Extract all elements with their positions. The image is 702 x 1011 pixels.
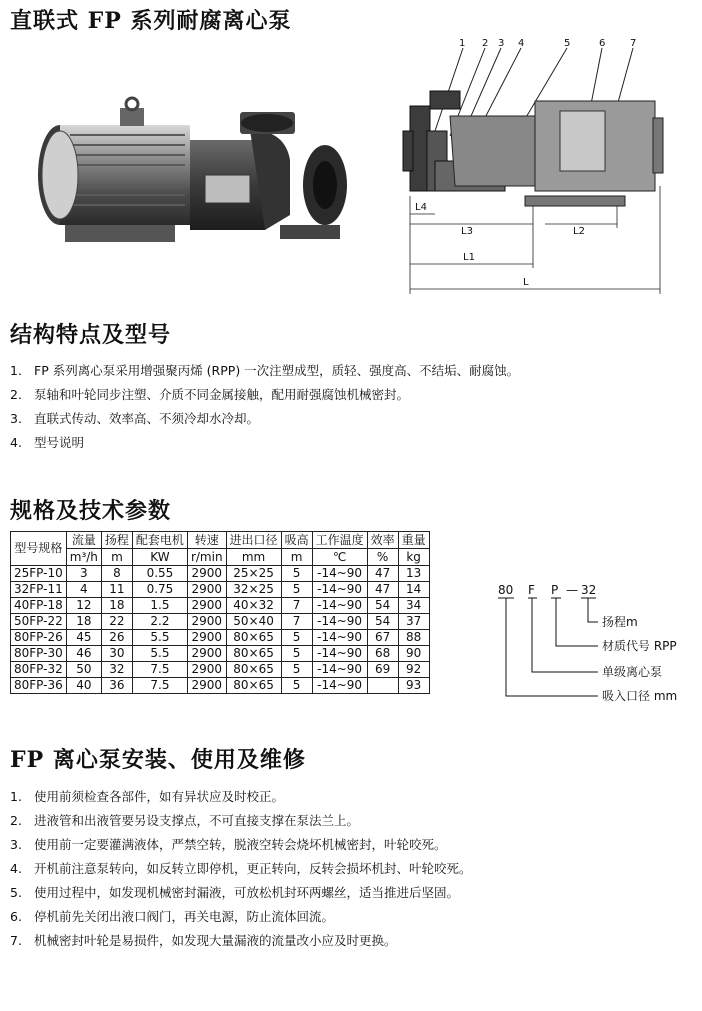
dim-l1: L1 xyxy=(463,252,475,263)
table-cell: 67 xyxy=(367,630,398,646)
table-cell: 5 xyxy=(281,630,312,646)
table-cell: 3 xyxy=(66,566,101,582)
list-item: 6. 停机前先关闭出液口阀门，再关电源，防止流体回流。 xyxy=(10,909,335,924)
table-cell: 14 xyxy=(398,582,429,598)
table-cell: 4 xyxy=(66,582,101,598)
unit-cell: kg xyxy=(398,549,429,566)
table-cell: 2900 xyxy=(187,646,226,662)
part-7: 7 xyxy=(630,38,637,49)
part-4: 4 xyxy=(518,38,525,49)
table-cell: 69 xyxy=(367,662,398,678)
list-item: 3. 使用前一定要灌满液体，严禁空转，脱液空转会烧坏机械密封，叶轮咬死。 xyxy=(10,837,447,852)
table-cell: 36 xyxy=(101,678,132,694)
table-cell: 2900 xyxy=(187,678,226,694)
table-cell: 80FP-26 xyxy=(11,630,67,646)
table-cell: 40 xyxy=(66,678,101,694)
header-cell: 重量 xyxy=(398,532,429,549)
dim-l4: L4 xyxy=(415,202,427,213)
label-head: 扬程m xyxy=(602,615,638,629)
list-item: 1. FP 系列离心泵采用增强聚丙烯 (RPP) 一次注塑成型，质轻、强度高、不结垢、耐腐蚀。 xyxy=(10,363,520,378)
table-cell: 88 xyxy=(398,630,429,646)
part-1: 1 xyxy=(459,38,466,49)
unit-cell: r/min xyxy=(187,549,226,566)
table-cell: 0.55 xyxy=(132,566,187,582)
table-cell: 13 xyxy=(398,566,429,582)
unit-cell: m xyxy=(101,549,132,566)
table-header-row xyxy=(11,549,430,566)
table-cell: -14~90 xyxy=(312,566,367,582)
table-cell: 92 xyxy=(398,662,429,678)
table-cell: 5.5 xyxy=(132,630,187,646)
dim-l3: L3 xyxy=(461,226,473,237)
table-row xyxy=(11,630,430,646)
table-cell: 1.5 xyxy=(132,598,187,614)
dim-l: L xyxy=(523,277,529,288)
header-cell: 扬程 xyxy=(101,532,132,549)
table-header-row xyxy=(11,532,430,549)
table-cell: 40×32 xyxy=(226,598,281,614)
code-head: 32 xyxy=(581,583,597,597)
table-cell: 46 xyxy=(66,646,101,662)
structure-heading: 结构特点及型号 xyxy=(10,322,172,348)
header-cell: 效率 xyxy=(367,532,398,549)
table-cell: 7.5 xyxy=(132,678,187,694)
label-single-stage: 单级离心泵 xyxy=(602,665,663,679)
table-cell: 47 xyxy=(367,582,398,598)
table-cell: 93 xyxy=(398,678,429,694)
table-cell: -14~90 xyxy=(312,598,367,614)
part-6: 6 xyxy=(599,38,606,49)
table-cell: 54 xyxy=(367,598,398,614)
header-cell: 配套电机 xyxy=(132,532,187,549)
header-cell: 工作温度 xyxy=(312,532,367,549)
code-material: F xyxy=(528,583,535,597)
header-cell: 流量 xyxy=(66,532,101,549)
table-cell: 5 xyxy=(281,582,312,598)
table-cell: 5 xyxy=(281,662,312,678)
table-cell: 7.5 xyxy=(132,662,187,678)
table-cell: 80×65 xyxy=(226,662,281,678)
install-heading: FP 离心泵安装、使用及维修 xyxy=(10,747,306,773)
dimension-drawing xyxy=(395,36,695,301)
table-cell: 0.75 xyxy=(132,582,187,598)
list-item: 2. 进液管和出液管要另设支撑点，不可直接支撑在泵法兰上。 xyxy=(10,813,360,828)
table-cell: 68 xyxy=(367,646,398,662)
table-cell: 7 xyxy=(281,614,312,630)
table-cell: 11 xyxy=(101,582,132,598)
table-cell: 5 xyxy=(281,646,312,662)
table-cell: -14~90 xyxy=(312,662,367,678)
table-cell: 30 xyxy=(101,646,132,662)
table-row xyxy=(11,662,430,678)
table-cell: -14~90 xyxy=(312,646,367,662)
table-cell: 18 xyxy=(101,598,132,614)
unit-cell: m³/h xyxy=(66,549,101,566)
part-5: 5 xyxy=(564,38,571,49)
structure-list xyxy=(10,359,519,455)
table-cell: 2900 xyxy=(187,582,226,598)
table-cell xyxy=(367,678,398,694)
table-cell: -14~90 xyxy=(312,678,367,694)
spec-table xyxy=(10,531,430,694)
table-cell: 80×65 xyxy=(226,630,281,646)
table-cell: -14~90 xyxy=(312,630,367,646)
table-cell: 7 xyxy=(281,598,312,614)
header-cell: 进出口径 xyxy=(226,532,281,549)
table-cell: 2900 xyxy=(187,614,226,630)
table-cell: 2900 xyxy=(187,566,226,582)
table-cell: 2.2 xyxy=(132,614,187,630)
table-cell: 2900 xyxy=(187,662,226,678)
part-2: 2 xyxy=(482,38,489,49)
table-cell: 80FP-36 xyxy=(11,678,67,694)
table-cell: 50×40 xyxy=(226,614,281,630)
code-diameter: 80 xyxy=(498,583,514,597)
unit-cell: KW xyxy=(132,549,187,566)
table-cell: 90 xyxy=(398,646,429,662)
header-cell: 转速 xyxy=(187,532,226,549)
part-3: 3 xyxy=(498,38,505,49)
table-cell: 80FP-32 xyxy=(11,662,67,678)
list-item: 7. 机械密封叶轮是易损件，如发现大量漏液的流量改小应及时更换。 xyxy=(10,933,397,948)
table-row xyxy=(11,566,430,582)
list-item: 2. 泵轴和叶轮同步注塑、介质不同金属接触，配用耐强腐蚀机械密封。 xyxy=(10,387,410,402)
table-cell: 12 xyxy=(66,598,101,614)
list-item: 5. 使用过程中，如发现机械密封漏液，可放松机封环两螺丝，适当推进后坚固。 xyxy=(10,885,460,900)
unit-cell: m xyxy=(281,549,312,566)
code-dash: — xyxy=(566,583,578,597)
table-cell: 50FP-22 xyxy=(11,614,67,630)
unit-cell: % xyxy=(367,549,398,566)
list-item: 4. 开机前注意泵转向，如反转立即停机，更正转向，反转会损坏机封、叶轮咬死。 xyxy=(10,861,472,876)
spec-heading: 规格及技术参数 xyxy=(10,498,172,524)
pump-photo xyxy=(25,90,375,260)
table-cell: 80FP-30 xyxy=(11,646,67,662)
table-cell: 2900 xyxy=(187,598,226,614)
table-cell: 32 xyxy=(101,662,132,678)
table-cell: 5 xyxy=(281,566,312,582)
table-cell: 2900 xyxy=(187,630,226,646)
table-cell: 34 xyxy=(398,598,429,614)
label-inlet: 吸入口径 mm xyxy=(602,689,678,703)
table-cell: 80×65 xyxy=(226,678,281,694)
table-cell: 37 xyxy=(398,614,429,630)
table-cell: 45 xyxy=(66,630,101,646)
table-cell: 18 xyxy=(66,614,101,630)
table-cell: 32FP-11 xyxy=(11,582,67,598)
list-item: 4. 型号说明 xyxy=(10,435,85,450)
header-cell: 型号规格 xyxy=(11,532,67,566)
table-cell: 22 xyxy=(101,614,132,630)
header-cell: 吸高 xyxy=(281,532,312,549)
dim-l2: L2 xyxy=(573,226,585,237)
unit-cell: ℃ xyxy=(312,549,367,566)
table-cell: 8 xyxy=(101,566,132,582)
code-pump: P xyxy=(551,583,559,597)
list-item: 1. 使用前须检查各部件，如有异状应及时校正。 xyxy=(10,789,285,804)
table-cell: 5 xyxy=(281,678,312,694)
model-code-diagram xyxy=(495,580,700,720)
table-cell: 25FP-10 xyxy=(11,566,67,582)
label-material: 材质代号 RPP xyxy=(602,639,677,653)
unit-cell: mm xyxy=(226,549,281,566)
table-cell: 32×25 xyxy=(226,582,281,598)
table-cell: 80×65 xyxy=(226,646,281,662)
table-row xyxy=(11,582,430,598)
table-cell: -14~90 xyxy=(312,582,367,598)
table-cell: 26 xyxy=(101,630,132,646)
table-cell: 25×25 xyxy=(226,566,281,582)
install-list xyxy=(10,785,472,953)
list-item: 3. 直联式传动、效率高、不须冷却水冷却。 xyxy=(10,411,260,426)
table-row xyxy=(11,678,430,694)
table-cell: 50 xyxy=(66,662,101,678)
table-row xyxy=(11,646,430,662)
table-cell: 47 xyxy=(367,566,398,582)
table-cell: -14~90 xyxy=(312,614,367,630)
table-row xyxy=(11,598,430,614)
page-title: 直联式 FP 系列耐腐离心泵 xyxy=(10,8,292,34)
table-cell: 5.5 xyxy=(132,646,187,662)
table-cell: 40FP-18 xyxy=(11,598,67,614)
table-row xyxy=(11,614,430,630)
table-cell: 54 xyxy=(367,614,398,630)
